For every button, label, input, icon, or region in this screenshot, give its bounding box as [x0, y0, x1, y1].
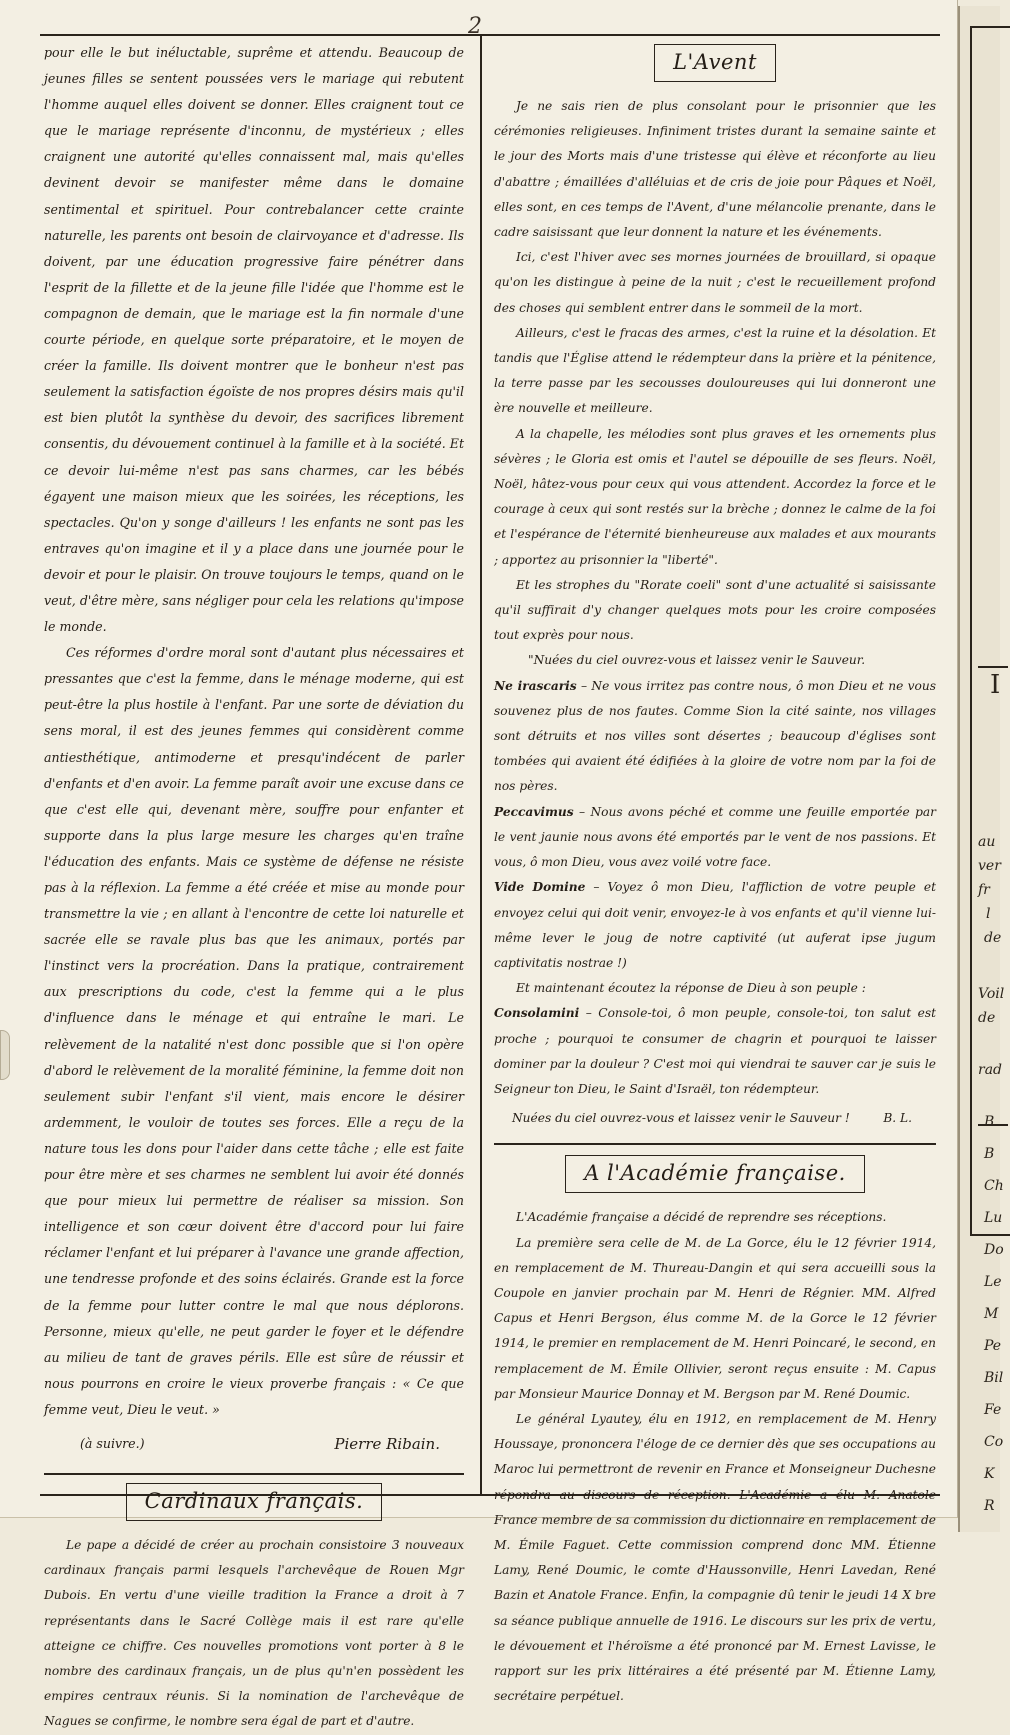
academy-paragraph: L'Académie française a décidé de reprendre ses réceptions.	[516, 1210, 887, 1225]
verse-label: Ne irascaris	[494, 678, 577, 693]
adjacent-fragment: Pe	[984, 1338, 1002, 1354]
cardinals-heading: Cardinaux français.	[126, 1483, 383, 1521]
advent-closing: Nuées du ciel ouvrez-vous et laissez venir le Sauveur !	[512, 1111, 850, 1126]
advent-closing-row	[494, 1106, 936, 1131]
article-signoff	[44, 1427, 464, 1461]
adjacent-fragment: Ch	[984, 1178, 1004, 1194]
academy-heading: A l'Académie française.	[565, 1155, 865, 1193]
left-column	[44, 40, 464, 1735]
article-paragraph: pour elle le but inéluctable, suprême et attendu. Beaucoup de jeunes filles se sentent poussées vers le mariage qui rebutent l'homme auquel elles doivent se donner. Elles craignent tout ce que le mariage représente d'inconnu, de mystérieux ; elles craignent une autorité qu'elles connaissent mal, mais qu'elles devinent devoir se manifester même dans le domaine sentimental et spirituel. Pour contrebalancer cette crainte naturelle, les parents ont besoin de clairvoyance et d'adresse. Ils doivent, par une éducation progressive faire pénétrer dans l'esprit de la fillette et de la jeune fille l'idée que l'homme est le compagnon de demain, que le mariage est la fin normale d'une courte période, en quelque sorte préparatoire, et le moyen de créer la famille. Ils doivent montrer que le bonheur n'est pas seulement la satisfaction égoïste de nos propres désirs mais qu'il est bien plutôt la synthèse du devoir, des sacrifices librement consentis, du dévouement continuel à la famille et à la société. Et ce devoir lui-même n'est pas sans charmes, car les bébés égayent une maison mieux que les soirées, les réceptions, les spectacles. Qu'on y songe d'ailleurs ! les enfants ne sont pas les entraves qu'on imagine et il y a place dans une journée pour le devoir et pour le plaisir. On trouve toujours le temps, quand on le veut, d'être mère, sans négliger pour cela les relations qu'impose le monde.	[44, 45, 465, 635]
adjacent-fragment: B	[984, 1114, 995, 1130]
adjacent-fragment: Voil	[978, 986, 1005, 1002]
advent-paragraph: Et les strophes du "Rorate coeli" sont d'une actualité si saisissante qu'il suffirait d'y changer quelques mots pour les croire composées tout exprès pour nous.	[494, 577, 936, 643]
to-be-continued: (à suivre.)	[80, 1435, 145, 1451]
section-rule	[44, 1473, 464, 1475]
adjacent-fragment: Fe	[984, 1402, 1002, 1418]
adjacent-fragment: M	[984, 1306, 999, 1322]
advent-transition: Et maintenant écoutez la réponse de Dieu à son peuple :	[516, 981, 866, 996]
advent-paragraph: Je ne sais rien de plus consolant pour le prisonnier que les cérémonies religieuses. Infiniment tristes durant la semaine sainte et le jour des Morts mais d'une tristesse qui élève et réconforte au lieu d'abattre ; émaillées d'alléluias et de cris de joie pour Pâques et Noël, elles sont, en ces temps de l'Avent, d'une mélancolie prenante, dans le cadre saisissant que leur donnent la nature et les événements.	[494, 99, 936, 240]
rorate-refrain: "Nuées du ciel ouvrez-vous et laissez venir le Sauveur.	[528, 653, 866, 668]
column-divider	[480, 34, 482, 1494]
verse-text: – Nous avons péché et comme une feuille emportée par le vent jaunie nous avons été emportés par le vent de nos passions. Et vous, ô mon Dieu, vous avez voilé votre face.	[494, 804, 936, 870]
adjacent-fragment: Lu	[984, 1210, 1003, 1226]
article-paragraph: Ces réformes d'ordre moral sont d'autant plus nécessaires et pressantes que c'est la femme, dans le ménage moderne, qui est peut-être la plus hostile à l'enfant. Par une sorte de déviation du sens moral, il est des jeunes femmes qui considèrent comme antiesthétique, antimoderne et presqu'indécent de parler d'enfants et d'en avoir. La femme paraît avoir une excuse dans ce que c'est elle qui, devenant mère, souffre pour enfanter et supporte dans la plus large mesure les charges qu'en traîne l'éducation des enfants. Mais ce système de défense ne résiste pas à la réflexion. La femme a été créée et mise au monde pour transmettre la vie ; en allant à l'encontre de cette loi naturelle et sacrée elle se ravale plus bas que les animaux, portés par l'instinct vers la procréation. Dans la pratique, contrairement aux prescriptions du code, c'est la femme qui a le plus d'influence dans le ménage et qui entraîne le mari. Le relèvement de la natalité n'est donc possible que si l'on opère d'abord le relèvement de la moralité féminine, la femme doit non seulement subir l'enfant s'il vient, mais encore le désirer ardemment, le vouloir de toutes ses forces. Elle a reçu de la nature tous les dons pour l'aider dans cette tâche ; elle est faite pour être mère et ses charmes ne semblent lui avoir été donnés que pour mieux lui permettre de réaliser sa mission. Son intelligence et son cœur doivent être d'accord pour lui faire réclamer l'enfant et lui préparer à l'avance une grande affection, une tendresse profonde et des soins éclairés. Grande est la force de la femme pour lutter contre le mal que nous déplorons. Personne, mieux qu'elle, ne peut garder le foyer et le défendre au milieu de tant de graves périls. Elle est sûre de réussir et nous pourrons en croire le vieux proverbe français : « Ce que femme veut, Dieu le veut. »	[44, 645, 464, 1417]
advent-initials: B. L.	[883, 1111, 912, 1126]
verse	[494, 1001, 936, 1102]
adjacent-page-rule	[978, 666, 1008, 668]
verse	[494, 674, 936, 800]
cardinals-body: Le pape a décidé de créer au prochain consistoire 3 nouveaux cardinaux français parmi lesquels l'archevêque de Rouen Mgr Dubois. En vertu d'une vieille tradition la France a droit à 7 représentants dans le Sacré Collège mais il est rare qu'elle atteigne ce chiffre. Ces nouvelles promotions vont porter à 8 le nombre des cardinaux français, un de plus qu'n'en possèdent les empires centraux réunis. Si la nomination de l'archevêque de Nagues se confirme, le nombre sera égal de part et d'autre.	[44, 1537, 464, 1729]
adjacent-fragment: Le	[984, 1274, 1002, 1290]
verse-text: – Ne vous irritez pas contre nous, ô mon Dieu et ne vous souvenez plus de nos fautes. Comme Sion la cité sainte, nos villages sont détruits et nos villes sont désertes ; beaucoup d'églises sont tombées qui avaient été édifiées à la gloire de votre nom par la foi de nos pères.	[494, 678, 936, 794]
advent-paragraph: Ailleurs, c'est le fracas des armes, c'est la ruine et la désolation. Et tandis que l'Église attend le rédempteur dans la prière et la pénitence, la terre passe par les secousses douloureuses qui lui donneront une ère nouvelle et meilleure.	[494, 325, 936, 416]
section-rule	[494, 1143, 936, 1145]
author-signature: Pierre Ribain.	[334, 1434, 440, 1453]
adjacent-fragment: fr	[978, 882, 990, 898]
binding-clip	[0, 1030, 10, 1080]
academy-paragraph: Le général Lyautey, élu en 1912, en remplacement de M. Henry Houssaye, prononcera l'éloge de ce dernier dès que ses occupations au Maroc lui permettront de revenir en France et Monseigneur Duchesne répondra au discours de réception. L'Académie a élu M. Anatole France membre de sa commission du dictionnaire en remplacement de M. Émile Faguet. Cette commission comprend donc MM. Étienne Lamy, René Doumic, le comte d'Haussonville, Henri Lavedan, René Bazin et Anatole France. Enfin, la compagnie dû tenir le jeudi 14 X bre sa séance publique annuelle de 1916. Le discours sur les prix de vertu, le dévouement et l'héroïsme a été prononcé par M. Ernest Lavisse, le rapport sur les prix littéraires a été présenté par M. Étienne Lamy, secrétaire perpétuel.	[494, 1411, 936, 1704]
right-column	[494, 44, 936, 1709]
page-number: 2	[468, 14, 482, 39]
adjacent-fragment: au	[978, 834, 996, 850]
adjacent-fragment: K	[984, 1466, 995, 1482]
adjacent-fragment: R	[984, 1498, 995, 1514]
adjacent-fragment: de	[978, 1010, 996, 1026]
verse-text: – Voyez ô mon Dieu, l'affliction de votre peuple et envoyez celui qui doit venir, envoyez-le à vos enfants et qu'il vienne lui-même lever le joug de notre captivité (ut auferat ipse jugum captivitatis nostrae !)	[494, 880, 936, 970]
verse	[494, 875, 936, 976]
adjacent-fragment: I	[990, 670, 1001, 700]
top-rule	[40, 34, 940, 36]
verse-label: Peccavimus	[494, 804, 574, 819]
verse-label: Vide Domine	[494, 880, 586, 895]
advent-paragraph: Ici, c'est l'hiver avec ses mornes journées de brouillard, si opaque qu'on les distingue à peine de la nuit ; c'est le recueillement profond des choses qui semblent entrer dans le sommeil de la mort.	[494, 250, 936, 315]
adjacent-fragment: Do	[984, 1242, 1004, 1258]
advent-heading: L'Avent	[654, 44, 776, 82]
adjacent-fragment: Co	[984, 1434, 1004, 1450]
adjacent-page-edge	[958, 6, 1005, 1532]
advent-paragraph: A la chapelle, les mélodies sont plus graves et les ornements plus sévères ; le Gloria est omis et l'autel se dépouille de ses fleurs. Noël, Noël, hâtez-vous pour ceux qui vous attendent. Accordez la force et le courage à ceux qui sont restés sur la brèche ; donnez le calme de la foi et l'espérance de l'éternité bienheureuse aux malades et aux mourants ; apportez au prisonnier la "liberté".	[494, 426, 936, 567]
adjacent-fragment: de	[984, 930, 1002, 946]
verse-text: – Console-toi, ô mon peuple, console-toi, ton salut est proche ; pourquoi te consumer de chagrin et pourquoi te laisser dominer par la douleur ? C'est moi qui viendrai te sauver car je suis le Seigneur ton Dieu, le Saint d'Israël, ton rédempteur.	[494, 1006, 936, 1096]
adjacent-fragment: rad	[978, 1062, 1003, 1078]
verse-label: Consolamini	[494, 1006, 580, 1021]
adjacent-fragment: B	[984, 1146, 995, 1162]
adjacent-page-frame	[970, 26, 1010, 1236]
adjacent-fragment: l	[986, 906, 991, 922]
academy-paragraph: La première sera celle de M. de La Gorce, élu le 12 février 1914, en remplacement de M. Thureau-Dangin et qui sera accueilli sous la Coupole en janvier prochain par M. Henri de Régnier. MM. Alfred Capus et Henri Bergson, élus comme M. de la Gorce le 12 février 1914, le premier en remplacement de M. Henri Poincaré, le second, en remplacement de M. Émile Ollivier, seront reçus ensuite : M. Capus par Monsieur Maurice Donnay et M. Bergson par M. René Doumic.	[494, 1235, 936, 1401]
verse	[494, 800, 936, 876]
adjacent-fragment: ver	[978, 858, 1001, 874]
adjacent-fragment: Bil	[984, 1370, 1004, 1386]
